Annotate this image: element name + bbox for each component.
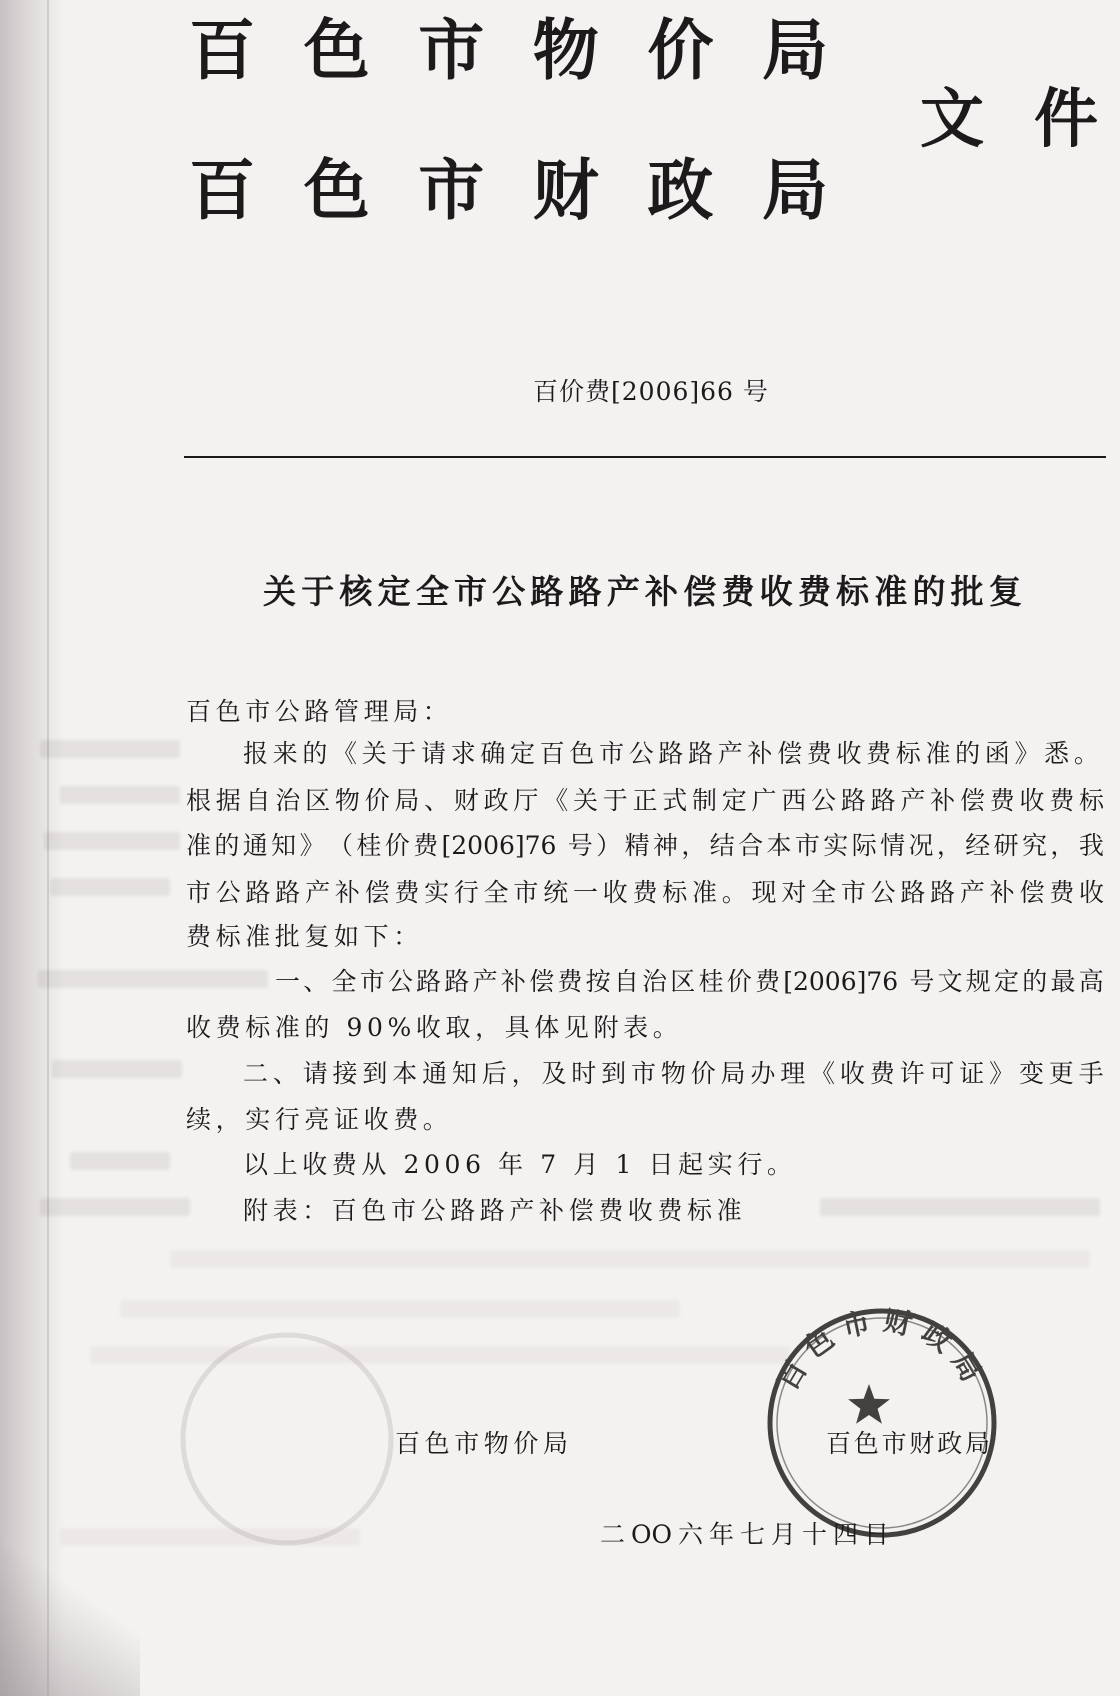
text-glyph: 政 (647, 152, 714, 229)
text-glyph: 广 (751, 786, 777, 815)
text-glyph: 、 (272, 1059, 298, 1088)
header-divider (184, 456, 1106, 458)
text-glyph: 全 (331, 967, 357, 996)
text-glyph: 自 (245, 786, 271, 815)
text-glyph: 手 (1078, 1059, 1104, 1088)
text-glyph: 研 (993, 831, 1019, 860)
text-glyph: 局 (964, 1429, 990, 1458)
text-glyph: 色 (303, 152, 370, 229)
text-glyph: 费 (413, 831, 439, 860)
text-glyph: 于 (301, 572, 335, 611)
text-glyph: 费 (632, 878, 658, 907)
bleed-through-mark (820, 1198, 1100, 1216)
text-glyph: 复 (988, 572, 1022, 611)
text-glyph: 本 (766, 831, 792, 860)
text-glyph: 公 (870, 878, 896, 907)
text-glyph: 号 (567, 831, 593, 860)
text-glyph: 收 (1019, 786, 1045, 815)
text-glyph: 关 (263, 572, 296, 611)
text-glyph: 根 (186, 786, 212, 815)
text-glyph: ） (596, 831, 622, 860)
text-glyph: 年 (708, 1520, 734, 1549)
text-glyph: 式 (662, 786, 688, 815)
text-glyph: 路 (900, 878, 926, 907)
text-glyph: 变 (1018, 1059, 1044, 1088)
text-glyph: 偿 (529, 967, 555, 996)
text-glyph: 费 (754, 967, 780, 996)
issuer-finance-bureau (189, 152, 828, 229)
issuer-price-bureau (189, 12, 828, 89)
text-glyph: 行 (453, 878, 479, 907)
text-glyph: 局 (394, 786, 420, 815)
text-glyph: 费 (557, 967, 583, 996)
text-glyph: 准 (692, 878, 718, 907)
text-glyph: 路 (245, 878, 271, 907)
text-glyph: 全 (483, 878, 509, 907)
text-glyph: 产 (717, 739, 743, 768)
text-glyph: 价 (364, 786, 390, 815)
text-glyph: ， (936, 831, 962, 860)
text-glyph: 费 (394, 878, 420, 907)
text-glyph: 产 (959, 878, 985, 907)
text-glyph: 百 (189, 12, 255, 89)
text-glyph: 准 (874, 572, 908, 611)
body-line-item-1 (275, 966, 1104, 998)
text-glyph: 补 (930, 786, 956, 815)
text-glyph: 二 (600, 1520, 626, 1549)
text-glyph: 市 (513, 878, 539, 907)
text-glyph: 对 (781, 878, 807, 907)
text-glyph: 价 (690, 1059, 716, 1088)
text-glyph: 收 (759, 572, 793, 611)
bleed-through-mark (170, 1250, 1090, 1268)
bleed-through-mark (44, 832, 180, 850)
text-glyph: 《 (543, 786, 569, 815)
text-glyph: 一 (275, 967, 301, 996)
text-glyph: 《 (332, 739, 358, 768)
text-glyph: 路 (444, 967, 470, 996)
text-glyph: 治 (642, 967, 668, 996)
bleed-through-mark (38, 970, 268, 988)
text-glyph: 批 (950, 572, 984, 611)
text-glyph: 统 (543, 878, 569, 907)
text-glyph: 知 (271, 831, 297, 860)
text-glyph: 最 (1050, 967, 1076, 996)
body-line: 收费标准的 90%收取，具体见附表。 (186, 1013, 683, 1042)
text-glyph: 更 (1048, 1059, 1074, 1088)
salutation: 百色市公路管理局： (186, 697, 453, 726)
text-glyph: 实 (823, 831, 849, 860)
text-glyph: 定 (994, 967, 1020, 996)
text-glyph: 财 (453, 786, 479, 815)
text-glyph: 定 (377, 572, 411, 611)
text-glyph: 财 (532, 152, 599, 229)
text-glyph: 报 (243, 739, 269, 768)
text-glyph: 准 (186, 831, 212, 860)
effective-date-line: 以上收费从 2006 年 7 月 1 日起实行。 (243, 1150, 797, 1179)
text-glyph: 据 (215, 786, 241, 815)
text-glyph: 七 (739, 1520, 765, 1549)
bleed-through-mark (52, 1060, 182, 1078)
text-glyph: 路 (416, 967, 442, 996)
text-glyph: ， (681, 831, 707, 860)
text-glyph: 百 (395, 1429, 421, 1458)
text-glyph: 高 (1078, 967, 1104, 996)
text-glyph: 政 (483, 786, 509, 815)
text-glyph: 经 (965, 831, 991, 860)
text-glyph: 的 (912, 572, 946, 611)
text-glyph: 规 (965, 967, 991, 996)
text-glyph: 接 (332, 1059, 358, 1088)
body-line (186, 785, 1104, 817)
text-glyph: 路 (930, 878, 956, 907)
text-glyph: （ (327, 831, 353, 860)
text-glyph: 费 (721, 572, 755, 611)
text-glyph: 公 (215, 878, 241, 907)
text-glyph: 情 (880, 831, 906, 860)
bleed-through-mark (60, 786, 180, 804)
text-glyph: 路 (840, 786, 866, 815)
text-glyph: 标 (895, 739, 921, 768)
text-glyph: 后 (481, 1059, 507, 1088)
text-glyph: 路 (870, 786, 896, 815)
text-glyph: 文 (937, 967, 963, 996)
text-glyph: 通 (422, 1059, 448, 1088)
text-glyph: 偿 (1019, 878, 1045, 907)
text-glyph: 色 (569, 739, 595, 768)
text-glyph: 色 (853, 1429, 879, 1458)
text-glyph: 局 (542, 1429, 568, 1458)
text-glyph: 路 (275, 878, 301, 907)
text-glyph: 偿 (959, 786, 985, 815)
text-glyph: 实 (424, 878, 450, 907)
text-glyph: 》 (1014, 739, 1040, 768)
text-glyph: 路 (688, 739, 714, 768)
attachment-line: 附表：百色市公路路产补偿费收费标准 (243, 1196, 747, 1225)
text-glyph: 于 (391, 739, 417, 768)
text-glyph: 收 (836, 739, 862, 768)
text-glyph: 市 (454, 572, 488, 611)
text-glyph: 二 (243, 1059, 269, 1088)
text-glyph: 治 (275, 786, 301, 815)
text-glyph: 公 (628, 739, 654, 768)
text-glyph: 到 (362, 1059, 388, 1088)
text-glyph: 补 (747, 739, 773, 768)
text-glyph: 费 (806, 739, 832, 768)
text-glyph: 价 (726, 967, 752, 996)
text-glyph: 的 (302, 739, 328, 768)
text-glyph: 文 (920, 83, 984, 157)
text-glyph: 市 (359, 967, 385, 996)
text-glyph: 函 (984, 739, 1010, 768)
text-glyph: 物 (483, 1429, 509, 1458)
text-glyph: 色 (424, 1429, 450, 1458)
text-glyph: 公 (811, 786, 837, 815)
text-glyph: 补 (334, 878, 360, 907)
text-glyph: 》 (989, 1059, 1015, 1088)
text-glyph: 收 (602, 878, 628, 907)
bleed-through-mark (120, 1300, 680, 1318)
text-glyph: 补 (989, 878, 1015, 907)
text-glyph: 市 (454, 1429, 480, 1458)
text-glyph: 路 (530, 572, 564, 611)
text-glyph: 于 (602, 786, 628, 815)
text-glyph: 市 (630, 1059, 656, 1088)
text-glyph: 理 (780, 1059, 806, 1088)
text-glyph: 及 (541, 1059, 567, 1088)
text-glyph: 费 (1049, 786, 1075, 815)
text-glyph: ， (1050, 831, 1076, 860)
text-glyph: 四 (832, 1520, 858, 1549)
text-glyph: 市 (794, 831, 820, 860)
text-glyph: 。 (1073, 739, 1099, 768)
text-glyph: 市 (881, 1429, 907, 1458)
text-glyph: 一 (572, 878, 598, 907)
text-glyph: 证 (959, 1059, 985, 1088)
bleed-through-mark (40, 1198, 190, 1216)
text-glyph: 产 (305, 878, 331, 907)
text-glyph: 路 (658, 739, 684, 768)
text-glyph: 按 (585, 967, 611, 996)
text-glyph: 产 (472, 967, 498, 996)
text-glyph: 正 (632, 786, 658, 815)
text-glyph: 核 (339, 572, 373, 611)
text-glyph: 市 (599, 739, 625, 768)
text-glyph: 的 (214, 831, 240, 860)
text-glyph: 偿 (364, 878, 390, 907)
text-glyph: 自 (613, 967, 639, 996)
text-glyph: 标 (662, 878, 688, 907)
text-glyph: 桂 (356, 831, 382, 860)
text-glyph: 市 (186, 878, 212, 907)
text-glyph: 请 (421, 739, 447, 768)
text-glyph: 公 (387, 967, 413, 996)
text-glyph: 件 (1034, 83, 1098, 157)
text-glyph: 结 (709, 831, 735, 860)
text-glyph: 局 (720, 1059, 746, 1088)
text-glyph: 市 (418, 12, 485, 89)
text-glyph: 市 (840, 878, 866, 907)
text-glyph: 费 (1049, 878, 1075, 907)
text-glyph: 物 (660, 1059, 686, 1088)
text-glyph: 产 (900, 786, 926, 815)
signature-price-bureau (395, 1428, 568, 1460)
text-glyph: 准 (925, 739, 951, 768)
text-glyph: 区 (305, 786, 331, 815)
text-glyph: 知 (451, 1059, 477, 1088)
text-glyph: 制 (692, 786, 718, 815)
text-glyph: 价 (647, 12, 714, 89)
issue-date (600, 1519, 889, 1551)
bleed-through-mark (50, 878, 170, 896)
text-glyph: 费 (866, 739, 892, 768)
text-glyph: 来 (272, 739, 298, 768)
text-glyph: 定 (721, 786, 747, 815)
text-glyph: 现 (751, 878, 777, 907)
body-line: 续，实行亮证收费。 (186, 1105, 453, 1134)
text-glyph: 日 (863, 1520, 889, 1549)
body-line-item-2 (243, 1058, 1104, 1090)
text-glyph: 公 (492, 572, 526, 611)
text-glyph: 色 (303, 12, 370, 89)
bleed-through-mark (70, 1152, 170, 1170)
text-glyph: 到 (601, 1059, 627, 1088)
text-glyph: 补 (500, 967, 526, 996)
text-glyph: 时 (571, 1059, 597, 1088)
body-line (243, 738, 1099, 770)
body-line: 费标准批复如下： (186, 922, 423, 951)
text-glyph: 区 (670, 967, 696, 996)
text-glyph: 。 (721, 878, 747, 907)
text-glyph: OO (631, 1520, 672, 1549)
text-glyph: 收 (839, 1059, 865, 1088)
text-glyph: 办 (750, 1059, 776, 1088)
text-glyph: 请 (302, 1059, 328, 1088)
text-glyph: 价 (384, 831, 410, 860)
text-glyph: 、 (303, 967, 329, 996)
text-glyph: 产 (606, 572, 640, 611)
text-glyph: 全 (811, 878, 837, 907)
text-glyph: 确 (480, 739, 506, 768)
text-glyph: 费 (989, 786, 1015, 815)
finance-bureau-seal (757, 1298, 1007, 1548)
text-glyph: 六 (677, 1520, 703, 1549)
text-glyph: 百 (826, 1429, 852, 1458)
text-glyph: 百 (539, 739, 565, 768)
body-line (186, 830, 1104, 862)
document-title (263, 572, 1022, 612)
text-glyph: 际 (851, 831, 877, 860)
text-glyph: 月 (770, 1520, 796, 1549)
text-glyph: 关 (361, 739, 387, 768)
text-glyph: 》 (299, 831, 325, 860)
text-glyph: 厅 (513, 786, 539, 815)
text-glyph: 合 (738, 831, 764, 860)
text-glyph: ， (511, 1059, 537, 1088)
text-glyph: 市 (418, 152, 485, 229)
text-glyph: 的 (955, 739, 981, 768)
text-glyph: 本 (392, 1059, 418, 1088)
faint-price-bureau-seal (172, 1324, 402, 1554)
text-glyph: 标 (836, 572, 870, 611)
text-glyph: 、 (424, 786, 450, 815)
text-glyph: 许 (899, 1059, 925, 1088)
text-glyph: 政 (937, 1429, 963, 1458)
text-glyph: 关 (572, 786, 598, 815)
text-glyph: 全 (415, 572, 449, 611)
text-glyph: [2006]76 (441, 831, 565, 860)
text-glyph: 偿 (777, 739, 803, 768)
seal-text-path: 百色市财政局 (770, 1303, 994, 1396)
text-glyph: 价 (513, 1429, 539, 1458)
text-glyph: [2006]76 (783, 967, 907, 996)
text-glyph: 西 (781, 786, 807, 815)
text-glyph: 况 (908, 831, 934, 860)
text-glyph: 可 (929, 1059, 955, 1088)
text-glyph: 路 (568, 572, 602, 611)
bleed-through-mark (40, 740, 180, 758)
document-number: 百价费[2006]66 号 (533, 377, 769, 406)
text-glyph: 百 (189, 152, 255, 229)
document-type-label (920, 83, 1098, 157)
text-glyph: 定 (510, 739, 536, 768)
text-glyph: 补 (645, 572, 679, 611)
text-glyph: 局 (761, 152, 828, 229)
body-line (186, 877, 1104, 909)
text-glyph: 精 (624, 831, 650, 860)
text-glyph: 悉 (1044, 739, 1070, 768)
text-glyph: 桂 (698, 967, 724, 996)
text-glyph: 标 (1078, 786, 1104, 815)
text-glyph: 收 (1078, 878, 1104, 907)
text-glyph: 物 (532, 12, 599, 89)
text-glyph: 我 (1078, 831, 1104, 860)
text-glyph: 物 (334, 786, 360, 815)
text-glyph: 号 (909, 967, 935, 996)
text-glyph: 神 (652, 831, 678, 860)
text-glyph: 费 (869, 1059, 895, 1088)
text-glyph: 局 (761, 12, 828, 89)
text-glyph: 偿 (683, 572, 717, 611)
text-glyph: 通 (242, 831, 268, 860)
text-glyph: 求 (450, 739, 476, 768)
text-glyph: 十 (801, 1520, 827, 1549)
text-glyph: 费 (797, 572, 831, 611)
text-glyph: 《 (810, 1059, 836, 1088)
text-glyph: 究 (1022, 831, 1048, 860)
text-glyph: 的 (1022, 967, 1048, 996)
star-icon (848, 1384, 890, 1424)
text-glyph: 财 (909, 1429, 935, 1458)
